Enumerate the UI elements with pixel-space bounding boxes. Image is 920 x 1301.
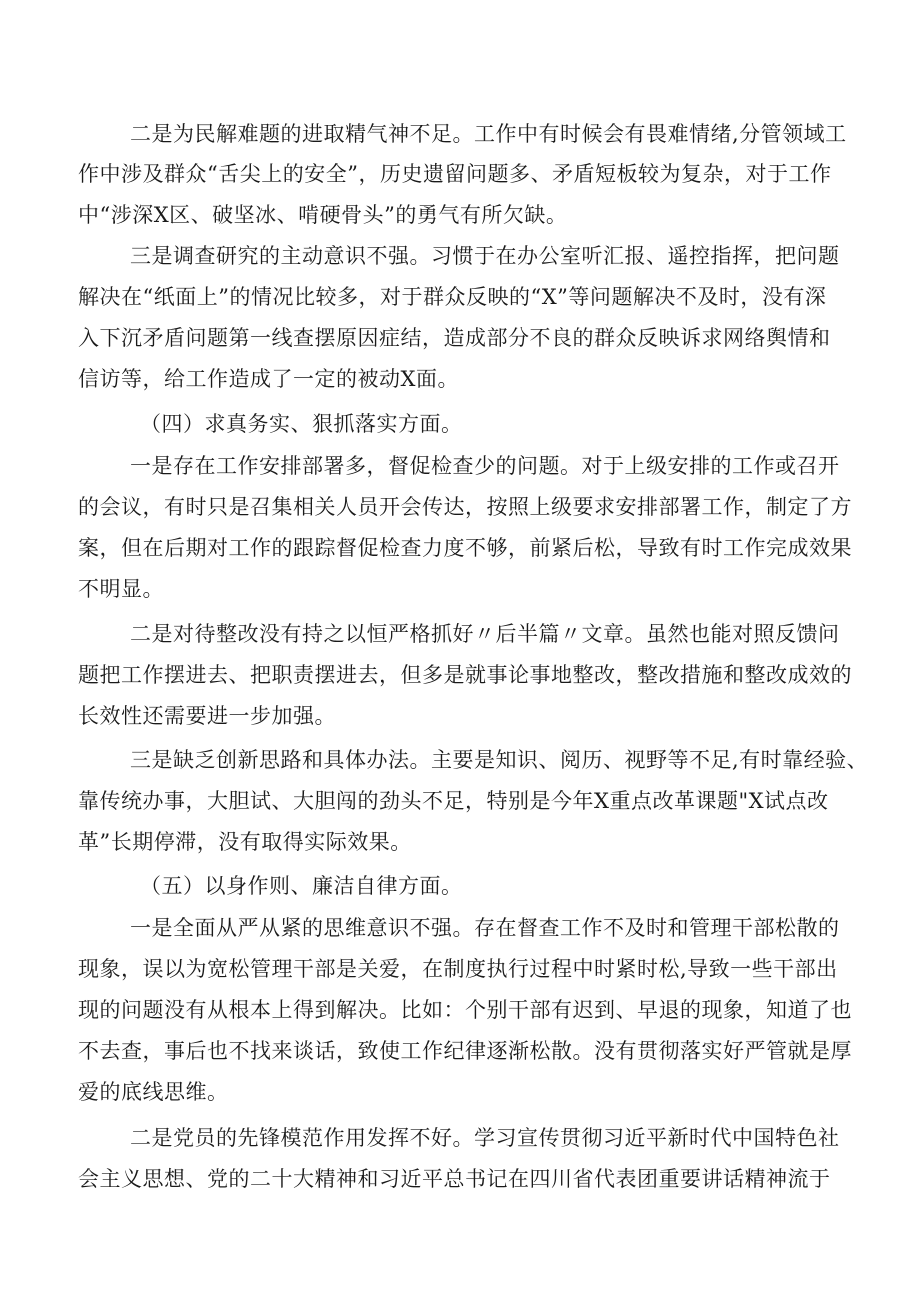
text-line: 靠传统办事，大胆试、大胆闯的劲头不足，特别是今年X重点改革课题"X试点改 bbox=[78, 789, 829, 813]
text-line: 一是全面从严从紧的思维意识不强。存在督查工作不及时和管理干部松散的 bbox=[130, 916, 840, 940]
section-heading: （五）以身作则、廉洁自律方面。 bbox=[140, 874, 463, 898]
text-line: 不明显。 bbox=[78, 577, 164, 601]
text-line: 的会议，有时只是召集相关人员开会传达，按照上级要求安排部署工作，制定了方 bbox=[78, 495, 852, 519]
text-line: 中“涉深X区、破坚冰、啃硬骨头”的勇气有所欠缺。 bbox=[78, 203, 568, 227]
text-line: 革”长期停滞，没有取得实际效果。 bbox=[78, 830, 412, 854]
text-line: 会主义思想、党的二十大精神和习近平总书记在四川省代表团重要讲话精神流于 bbox=[78, 1167, 831, 1191]
text-line: 三是调查研究的主动意识不强。习惯于在办公室听汇报、遥控指挥，把问题 bbox=[130, 244, 840, 268]
text-line: 一是存在工作安排部署多，督促检查少的问题。对于上级安排的工作或召开 bbox=[130, 454, 840, 478]
text-line: 爱的底线思维。 bbox=[78, 1080, 229, 1104]
text-line: 作中涉及群众“舌尖上的安全”，历史遗留问题多、矛盾短板较为复杂，对于工作 bbox=[78, 162, 832, 186]
text-line: 二是对待整改没有持之以恒严格抓好〃后半篇〃文章。虽然也能对照反馈问 bbox=[130, 622, 840, 646]
text-line: 现象，误以为宽松管理干部是关爱，在制度执行过程中时紧时松,导致一些干部出 bbox=[78, 957, 838, 981]
text-line: 二是党员的先锋模范作用发挥不好。学习宣传贯彻习近平新时代中国特色社 bbox=[130, 1126, 840, 1150]
text-line: 题把工作摆进去、把职责摆进去，但多是就事论事地整改，整改措施和整改成效的 bbox=[78, 663, 852, 687]
section-heading: （四）求真务实、狠抓落实方面。 bbox=[140, 412, 463, 436]
text-line: 信访等，给工作造成了一定的被动X面。 bbox=[78, 367, 459, 391]
text-line: 不去查，事后也不找来谈话，致使工作纪律逐渐松散。没有贯彻落实好严管就是厚 bbox=[78, 1039, 852, 1063]
text-line: 入下沉矛盾问题第一线查摆原因症结，造成部分不良的群众反映诉求网络舆情和 bbox=[78, 326, 831, 350]
text-line: 三是缺乏创新思路和具体办法。主要是知识、阅历、视野等不足,有时靠经验、 bbox=[130, 748, 869, 772]
text-line: 长效性还需要进一步加强。 bbox=[78, 704, 336, 728]
text-line: 案，但在后期对工作的跟踪督促检查力度不够，前紧后松，导致有时工作完成效果 bbox=[78, 536, 852, 560]
text-line: 现的问题没有从根本上得到解决。比如：个别干部有迟到、早退的现象，知道了也 bbox=[78, 998, 852, 1022]
text-line: 解决在“纸面上”的情况比较多，对于群众反映的“X”等问题解决不及时，没有深 bbox=[78, 285, 827, 309]
text-line: 二是为民解难题的进取精气神不足。工作中有时候会有畏难情绪,分管领域工 bbox=[130, 122, 847, 146]
